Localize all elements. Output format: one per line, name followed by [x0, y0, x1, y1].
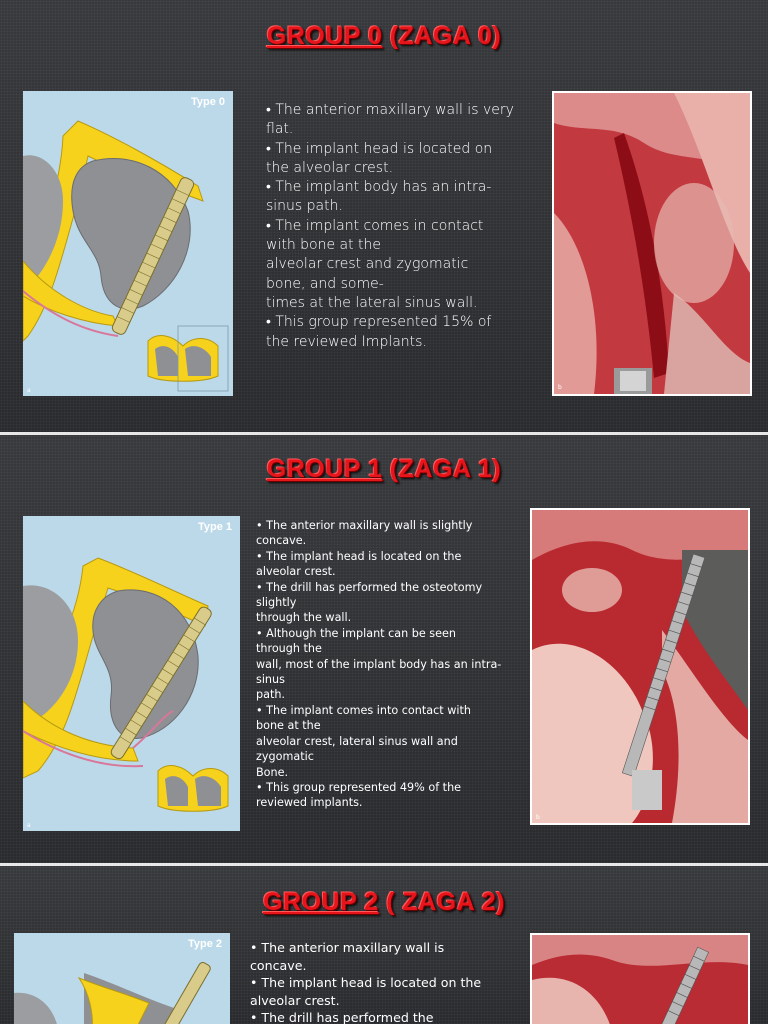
text-line: • This group represented 49% of the — [256, 780, 462, 794]
diagram-type-label: Type 1 — [197, 521, 232, 533]
text-line: bone, and some- — [266, 275, 384, 292]
description-text — [256, 518, 528, 811]
text-line: through the — [256, 642, 322, 656]
surgical-photo-image — [532, 935, 748, 1024]
photo-sublabel: b — [558, 384, 562, 391]
text-line: wall, most of the implant body has an intra- — [256, 657, 502, 671]
text-line: • The anterior maxillary wall is slightly — [256, 519, 473, 532]
diagram-type-label: Type 0 — [190, 96, 225, 108]
title-zaga: (ZAGA 0) — [382, 22, 502, 50]
text-line: concave. — [256, 534, 307, 548]
slide-group-1 — [0, 435, 768, 863]
text-line: zygomatic — [256, 750, 314, 764]
text-line: sinus — [256, 673, 285, 687]
text-line: • The implant head is located on — [266, 140, 493, 157]
slide-group-2 — [0, 866, 768, 1024]
text-line: • The anterior maxillary wall is — [250, 940, 445, 955]
text-line: reviewed implants. — [256, 796, 363, 810]
text-line: through the wall. — [256, 611, 352, 625]
slide-title — [0, 888, 768, 917]
title-group: GROUP 1 — [266, 455, 383, 483]
text-line: alveolar crest. — [256, 565, 336, 579]
diagram-type-label: Type 2 — [187, 938, 222, 950]
surgical-photo — [530, 933, 750, 1024]
text-line: path. — [256, 688, 285, 702]
anatomy-diagram — [14, 933, 230, 1024]
photo-sublabel: b — [536, 814, 540, 821]
title-zaga: ( ZAGA 2) — [378, 888, 505, 916]
text-line: bone at the — [256, 719, 321, 733]
surgical-photo-image — [532, 510, 748, 823]
text-line: the alveolar crest. — [266, 159, 394, 176]
text-line: • This group represented 15% of — [266, 314, 492, 331]
surgical-photo — [552, 91, 752, 396]
text-line: alveolar crest. — [250, 992, 340, 1008]
text-line: the reviewed Implants. — [266, 333, 427, 350]
slide-title — [0, 22, 768, 51]
anatomy-diagram — [23, 91, 233, 396]
anatomy-diagram — [23, 516, 240, 831]
text-line: • The implant comes into contact with — [256, 703, 471, 717]
text-line: • The anterior maxillary wall is very — [266, 102, 514, 118]
text-line: • The implant head is located on the — [256, 549, 462, 563]
text-line: alveolar crest and zygomatic — [266, 256, 469, 273]
diagram-sublabel: a — [27, 387, 31, 394]
text-line: • The implant comes in contact — [266, 217, 484, 234]
text-line: slightly — [256, 596, 297, 610]
text-line: with bone at the — [266, 237, 382, 254]
sinus-illustration — [23, 91, 233, 396]
text-line: sinus path. — [266, 198, 343, 215]
diagram-sublabel: a — [27, 822, 31, 829]
text-line: • Although the implant can be seen — [256, 626, 456, 640]
surgical-photo-image — [554, 93, 750, 394]
title-group: GROUP 2 — [263, 888, 379, 916]
text-line: times at the lateral sinus wall. — [266, 294, 478, 311]
title-zaga: (ZAGA 1) — [382, 455, 502, 483]
text-line: flat. — [266, 121, 294, 138]
slide-group-0 — [0, 0, 768, 432]
text-line: • The drill has performed the — [250, 1010, 434, 1024]
text-line: Bone. — [256, 765, 289, 779]
text-line: concave. — [250, 957, 307, 973]
surgical-photo — [530, 508, 750, 825]
description-text — [250, 939, 520, 1024]
slide-title — [0, 455, 768, 484]
text-line: • The drill has performed the osteotomy — [256, 580, 483, 594]
sinus-illustration — [23, 516, 240, 831]
title-group: GROUP 0 — [266, 22, 383, 50]
text-line: • The implant head is located on the — [250, 975, 482, 990]
text-line: • The implant body has an intra- — [266, 179, 492, 196]
description-text — [266, 101, 546, 352]
text-line: alveolar crest, lateral sinus wall and — [256, 734, 458, 748]
